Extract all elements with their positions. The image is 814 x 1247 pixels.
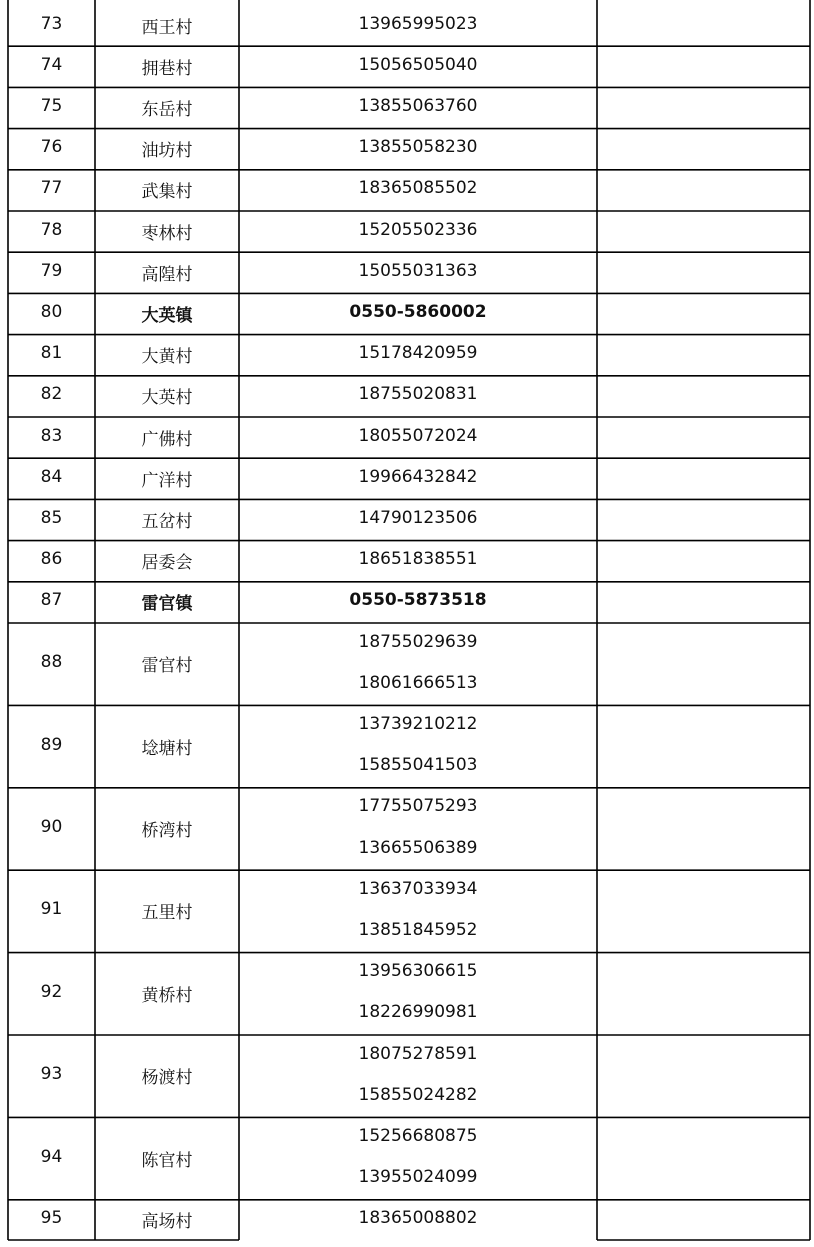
phone-number: 18365008802 [358,1208,478,1229]
row-number: 91 [40,899,63,920]
row-number: 92 [40,981,63,1002]
village-name: 雷官村 [141,656,193,677]
phone-number: 15256680875 [358,1126,478,1146]
phone-number: 18226990981 [358,1002,478,1023]
village-name: 大黄村 [141,347,193,368]
village-name: 高场村 [141,1212,193,1233]
phone-number: 15055031363 [358,260,478,281]
phone-number: 18365085502 [358,178,478,199]
phone-number: 18755029639 [358,631,478,652]
village-name: 西王村 [141,17,193,38]
phone-number: 18755020831 [358,384,478,405]
phone-number: 13665506389 [358,837,478,858]
row-number: 90 [40,817,63,837]
row-number: 74 [40,54,63,75]
row-number: 87 [40,590,63,611]
row-number: 79 [40,260,63,281]
phone-number: 17755075293 [358,796,478,817]
phone-number: 19966432842 [358,466,478,487]
village-name: 五里村 [141,903,193,924]
row-number: 88 [40,652,63,673]
village-name: 埝塘村 [141,738,193,759]
village-name: 杨渡村 [141,1068,193,1089]
village-name: 居委会 [141,553,193,574]
phone-number: 14790123506 [358,508,478,528]
village-name: 陈官村 [141,1150,193,1171]
village-name: 拥巷村 [141,58,193,79]
phone-number: 13956306615 [358,961,478,982]
row-number: 73 [40,13,63,34]
village-name: 广佛村 [141,429,193,450]
village-name: 油坊村 [141,141,193,162]
row-number: 94 [40,1146,63,1167]
phone-number: 15855024282 [358,1084,478,1105]
village-name: 枣林村 [141,223,193,244]
row-number: 80 [40,302,63,322]
phone-number: 18075278591 [358,1043,478,1064]
row-number: 95 [40,1208,63,1229]
row-number: 85 [40,508,63,528]
phone-number: 15178420959 [358,343,478,364]
phone-number: 13955024099 [358,1167,478,1188]
village-name: 大英村 [141,388,193,409]
village-name: 五岔村 [141,512,193,532]
row-number: 75 [40,96,63,116]
phone-number: 13851845952 [358,920,478,940]
village-name: 黄桥村 [141,985,193,1006]
phone-number: 15056505040 [358,54,478,75]
village-name: 广洋村 [141,470,193,491]
phone-number: 18651838551 [358,549,478,570]
phone-number: 15205502336 [358,219,478,240]
row-number: 86 [40,549,63,570]
row-number: 76 [40,137,63,158]
village-name: 大英镇 [141,306,193,326]
village-name: 高隍村 [141,264,193,285]
phone-number: 0550-5873518 [349,590,487,611]
village-name: 东岳村 [141,100,193,120]
phone-number: 18055072024 [358,425,478,446]
phone-number: 13855058230 [358,137,478,158]
row-number: 77 [40,178,63,199]
phone-number: 13965995023 [358,13,478,34]
row-number: 82 [40,384,63,405]
phone-number: 18061666513 [358,672,478,693]
phone-number: 13637033934 [358,878,478,899]
row-number: 93 [40,1064,63,1085]
phone-number: 13739210212 [358,714,478,734]
village-name: 武集村 [141,182,193,203]
row-number: 89 [40,734,63,755]
row-number: 83 [40,425,63,446]
phone-number: 13855063760 [358,96,478,116]
row-number: 78 [40,219,63,240]
phone-number: 15855041503 [358,755,478,776]
village-name: 桥湾村 [141,821,193,841]
row-number: 81 [40,343,63,364]
phone-number: 0550-5860002 [349,302,487,322]
village-name: 雷官镇 [141,594,193,615]
row-number: 84 [40,466,63,487]
